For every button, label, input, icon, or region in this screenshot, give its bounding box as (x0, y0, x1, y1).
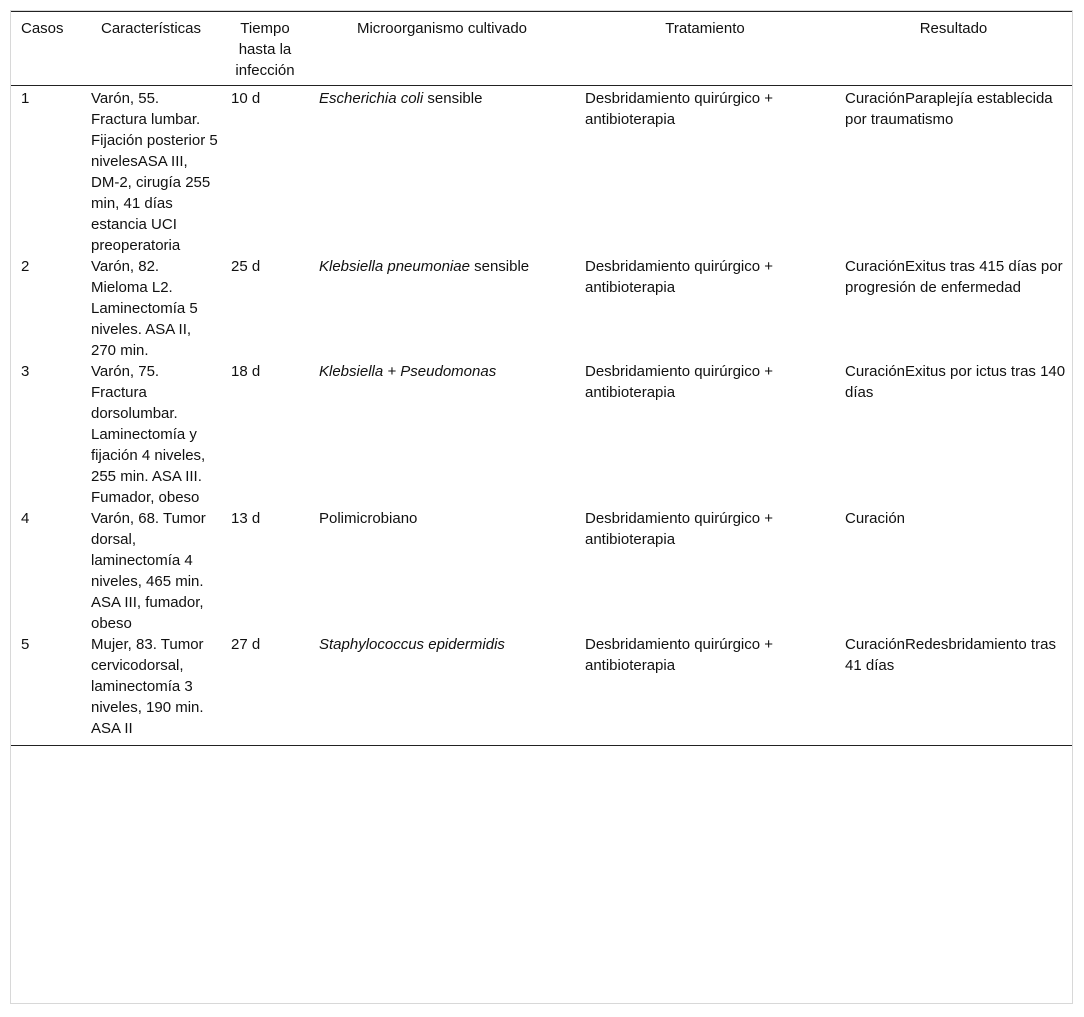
cell-resultado: CuraciónExitus tras 415 días por progresión de enfermedad (845, 258, 1063, 296)
cell-microorganismo (309, 634, 575, 746)
cell-caracteristicas: Mujer, 83. Tumor cervicodorsal, laminectomía 3 niveles, 190 min. ASA II (91, 636, 204, 737)
table-row (11, 361, 1072, 508)
cell-caracteristicas: Varón, 82. Mieloma L2. Laminectomía 5 niveles. ASA II, 270 min. (91, 258, 198, 359)
cell-caso: 2 (21, 258, 30, 275)
cases-table (11, 11, 1072, 746)
cell-tratamiento: Desbridamiento quirúrgico + antibioterapia (585, 258, 774, 296)
cell-tratamiento: Desbridamiento quirúrgico + antibioterapia (585, 90, 774, 128)
cell-tiempo: 18 d (231, 363, 261, 380)
cell-resultado: CuraciónParaplejía establecida por traumatismo (845, 90, 1053, 128)
header-casos: Casos (21, 20, 64, 37)
cell-tiempo: 25 d (231, 258, 261, 275)
cell-tiempo: 27 d (231, 636, 261, 653)
cell-microorganismo (309, 508, 575, 634)
cell-caso: 1 (21, 90, 30, 107)
header-row (11, 12, 1072, 86)
header-caracteristicas: Características (100, 20, 202, 37)
cell-resultado: Curación (845, 510, 906, 527)
cell-tratamiento: Desbridamiento quirúrgico + antibioterapia (585, 636, 774, 674)
header-tratamiento: Tratamiento (665, 20, 745, 37)
cell-tiempo: 13 d (231, 510, 261, 527)
cell-resultado: CuraciónExitus por ictus tras 140 días (845, 363, 1066, 401)
table-row (11, 86, 1072, 257)
micro-italic: Staphylococcus epidermidis (319, 636, 505, 653)
micro-italic: Klebsiella pneumoniae (319, 258, 470, 275)
cell-resultado: CuraciónRedesbridamiento tras 41 días (845, 636, 1056, 674)
header-microorganismo: Microorganismo cultivado (356, 20, 528, 37)
micro-plain: Polimicrobiano (319, 510, 418, 527)
table-row (11, 256, 1072, 361)
cell-tratamiento: Desbridamiento quirúrgico + antibioterapia (585, 363, 774, 401)
cell-microorganismo (309, 86, 575, 257)
table-row (11, 508, 1072, 634)
micro-plain: sensible (423, 90, 483, 107)
cell-caso: 3 (21, 363, 30, 380)
cell-tiempo: 10 d (231, 90, 261, 107)
cell-caso: 4 (21, 510, 30, 527)
cell-caracteristicas: Varón, 75. Fractura dorsolumbar. Laminectomía y fijación 4 niveles, 255 min. ASA III. Fumador, obeso (91, 363, 206, 506)
header-tiempo: Tiempo hasta la infección (235, 20, 295, 79)
cell-tratamiento: Desbridamiento quirúrgico + antibioterapia (585, 510, 774, 548)
cell-caso: 5 (21, 636, 30, 653)
cell-microorganismo (309, 256, 575, 361)
table-row (11, 634, 1072, 746)
cell-caracteristicas: Varón, 55. Fractura lumbar. Fijación posterior 5 nivelesASA III, DM-2, cirugía 255 min, 41 días estancia UCI preoperatoria (91, 90, 218, 254)
micro-italic: Escherichia coli (319, 90, 424, 107)
micro-plain: sensible (469, 258, 530, 275)
micro-italic: Klebsiella + Pseudomonas (319, 363, 497, 380)
cell-caracteristicas: Varón, 68. Tumor dorsal, laminectomía 4 niveles, 465 min. ASA III, fumador, obeso (91, 510, 206, 632)
cell-microorganismo (309, 361, 575, 508)
header-resultado: Resultado (919, 20, 988, 37)
